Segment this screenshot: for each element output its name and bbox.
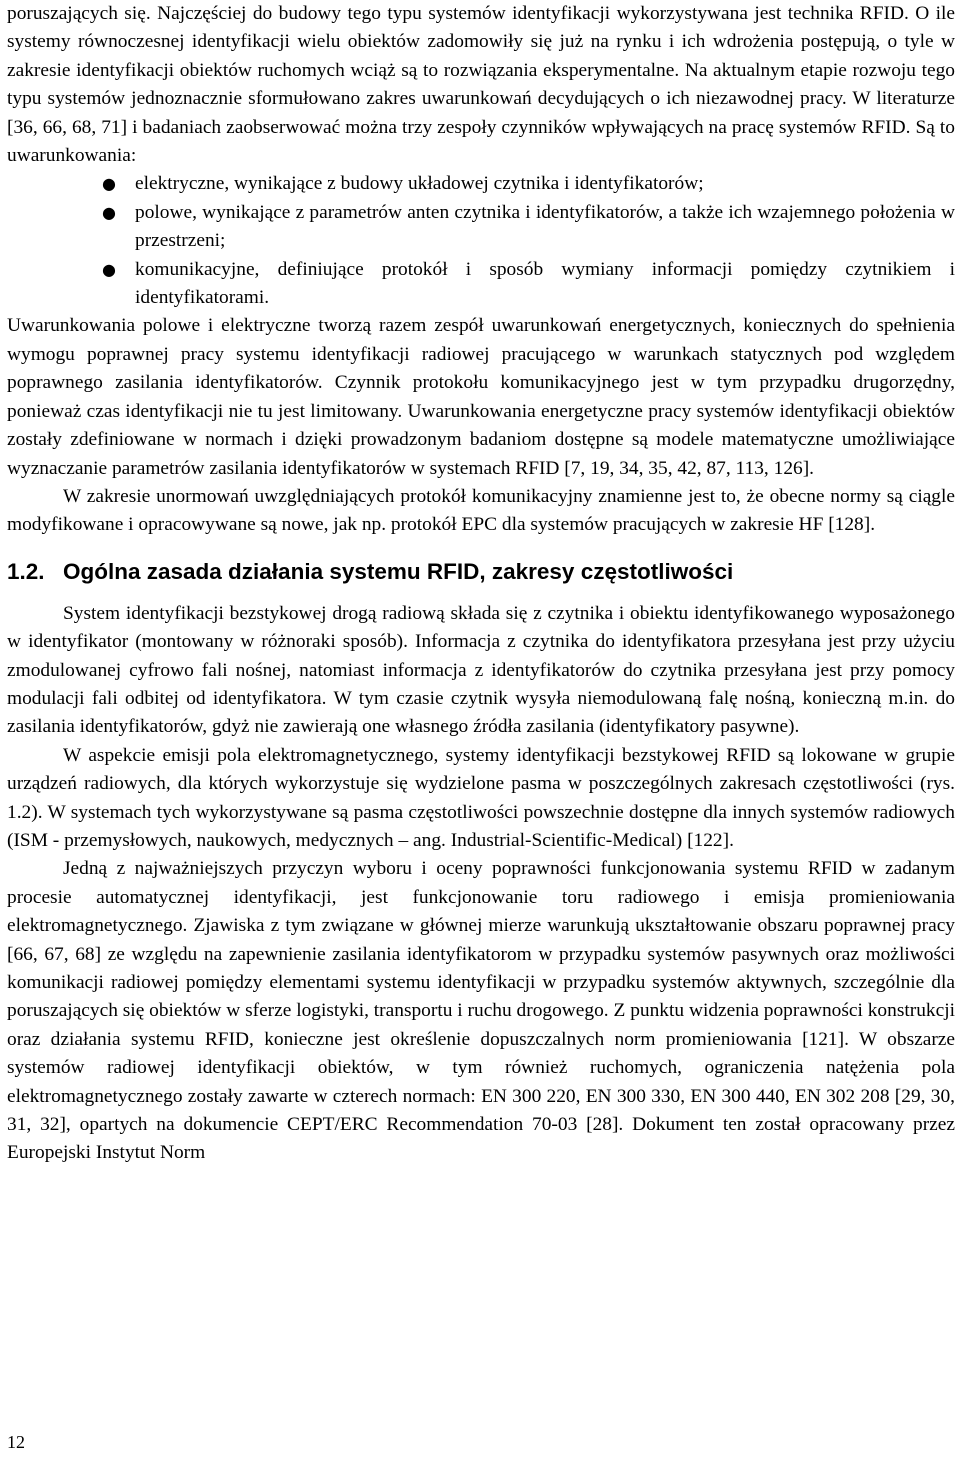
bullet-icon: ●	[102, 202, 116, 222]
section-paragraph: System identyfikacji bezstykowej drogą radiową składa się z czytnika i obiektu identyfikowanego wyposażonego w identyfikator (montowany w różnoraki sposób). Informacja z czytnika do identyfikatora przesyłana jest przy użyciu zmodulowanej cyfrowo fali nośnej, natomiast informacja z identyfikatorów do czytnika przesyłana jest przy pomocy modulacji fali odbitej od identyfikatora. W tym czasie czytnik wysyła niemodulowaną falę nośną, konieczną m.in. do zasilania identyfikatorów, gdyż nie zawierają one własnego źródła zasilania (identyfikatory pasywne).	[7, 602, 955, 738]
page-number: 12	[7, 1432, 25, 1452]
intro-paragraph: poruszających się. Najczęściej do budowy tego typu systemów identyfikacji wykorzystywana jest technika RFID. O ile systemy równoczesnej identyfikacji wielu obiektów zadomowiły się już na rynku i ich wdrożenia postępują, o tyle w zakresie identyfikacji obiektów ruchomych wciąż są to rozwiązania eksperymentalne. Na aktualnym etapie rozwoju tego typu systemów jednoznacznie sformułowano zakres uwarunkowań decydujących o ich niezawodnej pracy. W literaturze [36, 66, 68, 71] i badaniach zaobserwować można trzy zespoły czynników wpływających na pracę systemów RFID. Są to uwarunkowania:	[7, 3, 955, 167]
list-item-text: elektryczne, wynikające z budowy układowej czytnika i identyfikatorów;	[135, 173, 704, 195]
section-paragraph: W aspekcie emisji pola elektromagnetycznego, systemy identyfikacji bezstykowej RFID są lokowane w grupie urządzeń radiowych, dla których wykorzystuje się wydzielone pasma w poszczególnych zakresach częstotliwości (rys. 1.2). W systemach tych wykorzystywane są pasma częstotliwości powszechnie dostępne dla innych systemów radiowych (ISM - przemysłowych, naukowych, medycznych – ang. Industrial-Scientific-Medical) [122].	[7, 744, 955, 851]
bullet-icon: ●	[102, 174, 116, 194]
conditions-list	[7, 170, 955, 312]
section-title: Ogólna zasada działania systemu RFID, zakresy częstotliwości	[63, 558, 734, 584]
list-item	[7, 256, 955, 313]
list-item-text: polowe, wynikające z parametrów anten czytnika i identyfikatorów, a także ich wzajemnego położenia w przestrzeni;	[135, 201, 955, 252]
list-item	[7, 170, 955, 198]
list-item	[7, 199, 955, 256]
energy-conditions-paragraph: Uwarunkowania polowe i elektryczne tworzą razem zespół uwarunkowań energetycznych, koniecznych do spełnienia wymogu poprawnej pracy systemu identyfikacji radiowej pracującego w warunkach statycznych pod względem poprawnego zasilania identyfikatorów. Czynnik protokołu komunikacyjnego jest w tym przypadku drugorzędny, ponieważ czas identyfikacji nie tu jest limitowany. Uwarunkowania energetyczne pracy systemów identyfikacji obiektów zostały zdefiniowane w normach i dzięki prowadzonym badaniom dostępne są modele matematyczne umożliwiające wyznaczanie parametrów zasilania identyfikatorów w systemach RFID [7, 19, 34, 35, 42, 87, 113, 126].	[7, 315, 955, 479]
norms-paragraph: W zakresie unormowań uwzględniających protokół komunikacyjny znamienne jest to, że obecne normy są ciągle modyfikowane i opracowywane są nowe, jak np. protokół EPC dla systemów pracujących w zakresie HF [128].	[7, 485, 955, 536]
section-paragraph: Jedną z najważniejszych przyczyn wyboru i oceny poprawności funkcjonowania systemu RFID w zadanym procesie automatycznej identyfikacji, jest funkcjonowanie toru radiowego i emisja promieniowania elektromagnetycznego. Zjawiska z tym związane w głównej mierze warunkują ukształtowanie obszaru poprawnej pracy [66, 67, 68] ze względu na zapewnienie zasilania identyfikatorom w przypadku systemów pasywnych oraz możliwości komunikacji radiowej pomiędzy elementami systemu identyfikacji w przypadku systemów aktywnych, szczególnie dla poruszających się obiektów w sferze logistyki, transportu i ruchu drogowego. Z punktu widzenia poprawności konstrukcji oraz działania systemu RFID, konieczne jest określenie dopuszczalnych norm promieniowania [121]. W obszarze systemów radiowej identyfikacji obiektów, w tym również ruchomych, ograniczenia natężenia pola elektromagnetycznego zostały zawarte w czterech normach: EN 300 220, EN 300 330, EN 300 440, EN 302 208 [29, 30, 31, 32], opartych na dokumencie CEPT/ERC Recommendation 70-03 [28]. Dokument ten został opracowany przez Europejski Instytut Norm	[7, 858, 955, 1164]
bullet-icon: ●	[102, 259, 116, 279]
list-item-text: komunikacyjne, definiujące protokół i sposób wymiany informacji pomiędzy czytnikiem i identyfikatorami.	[135, 258, 955, 309]
section-number: 1.2.	[7, 558, 45, 584]
section-heading	[7, 557, 955, 587]
